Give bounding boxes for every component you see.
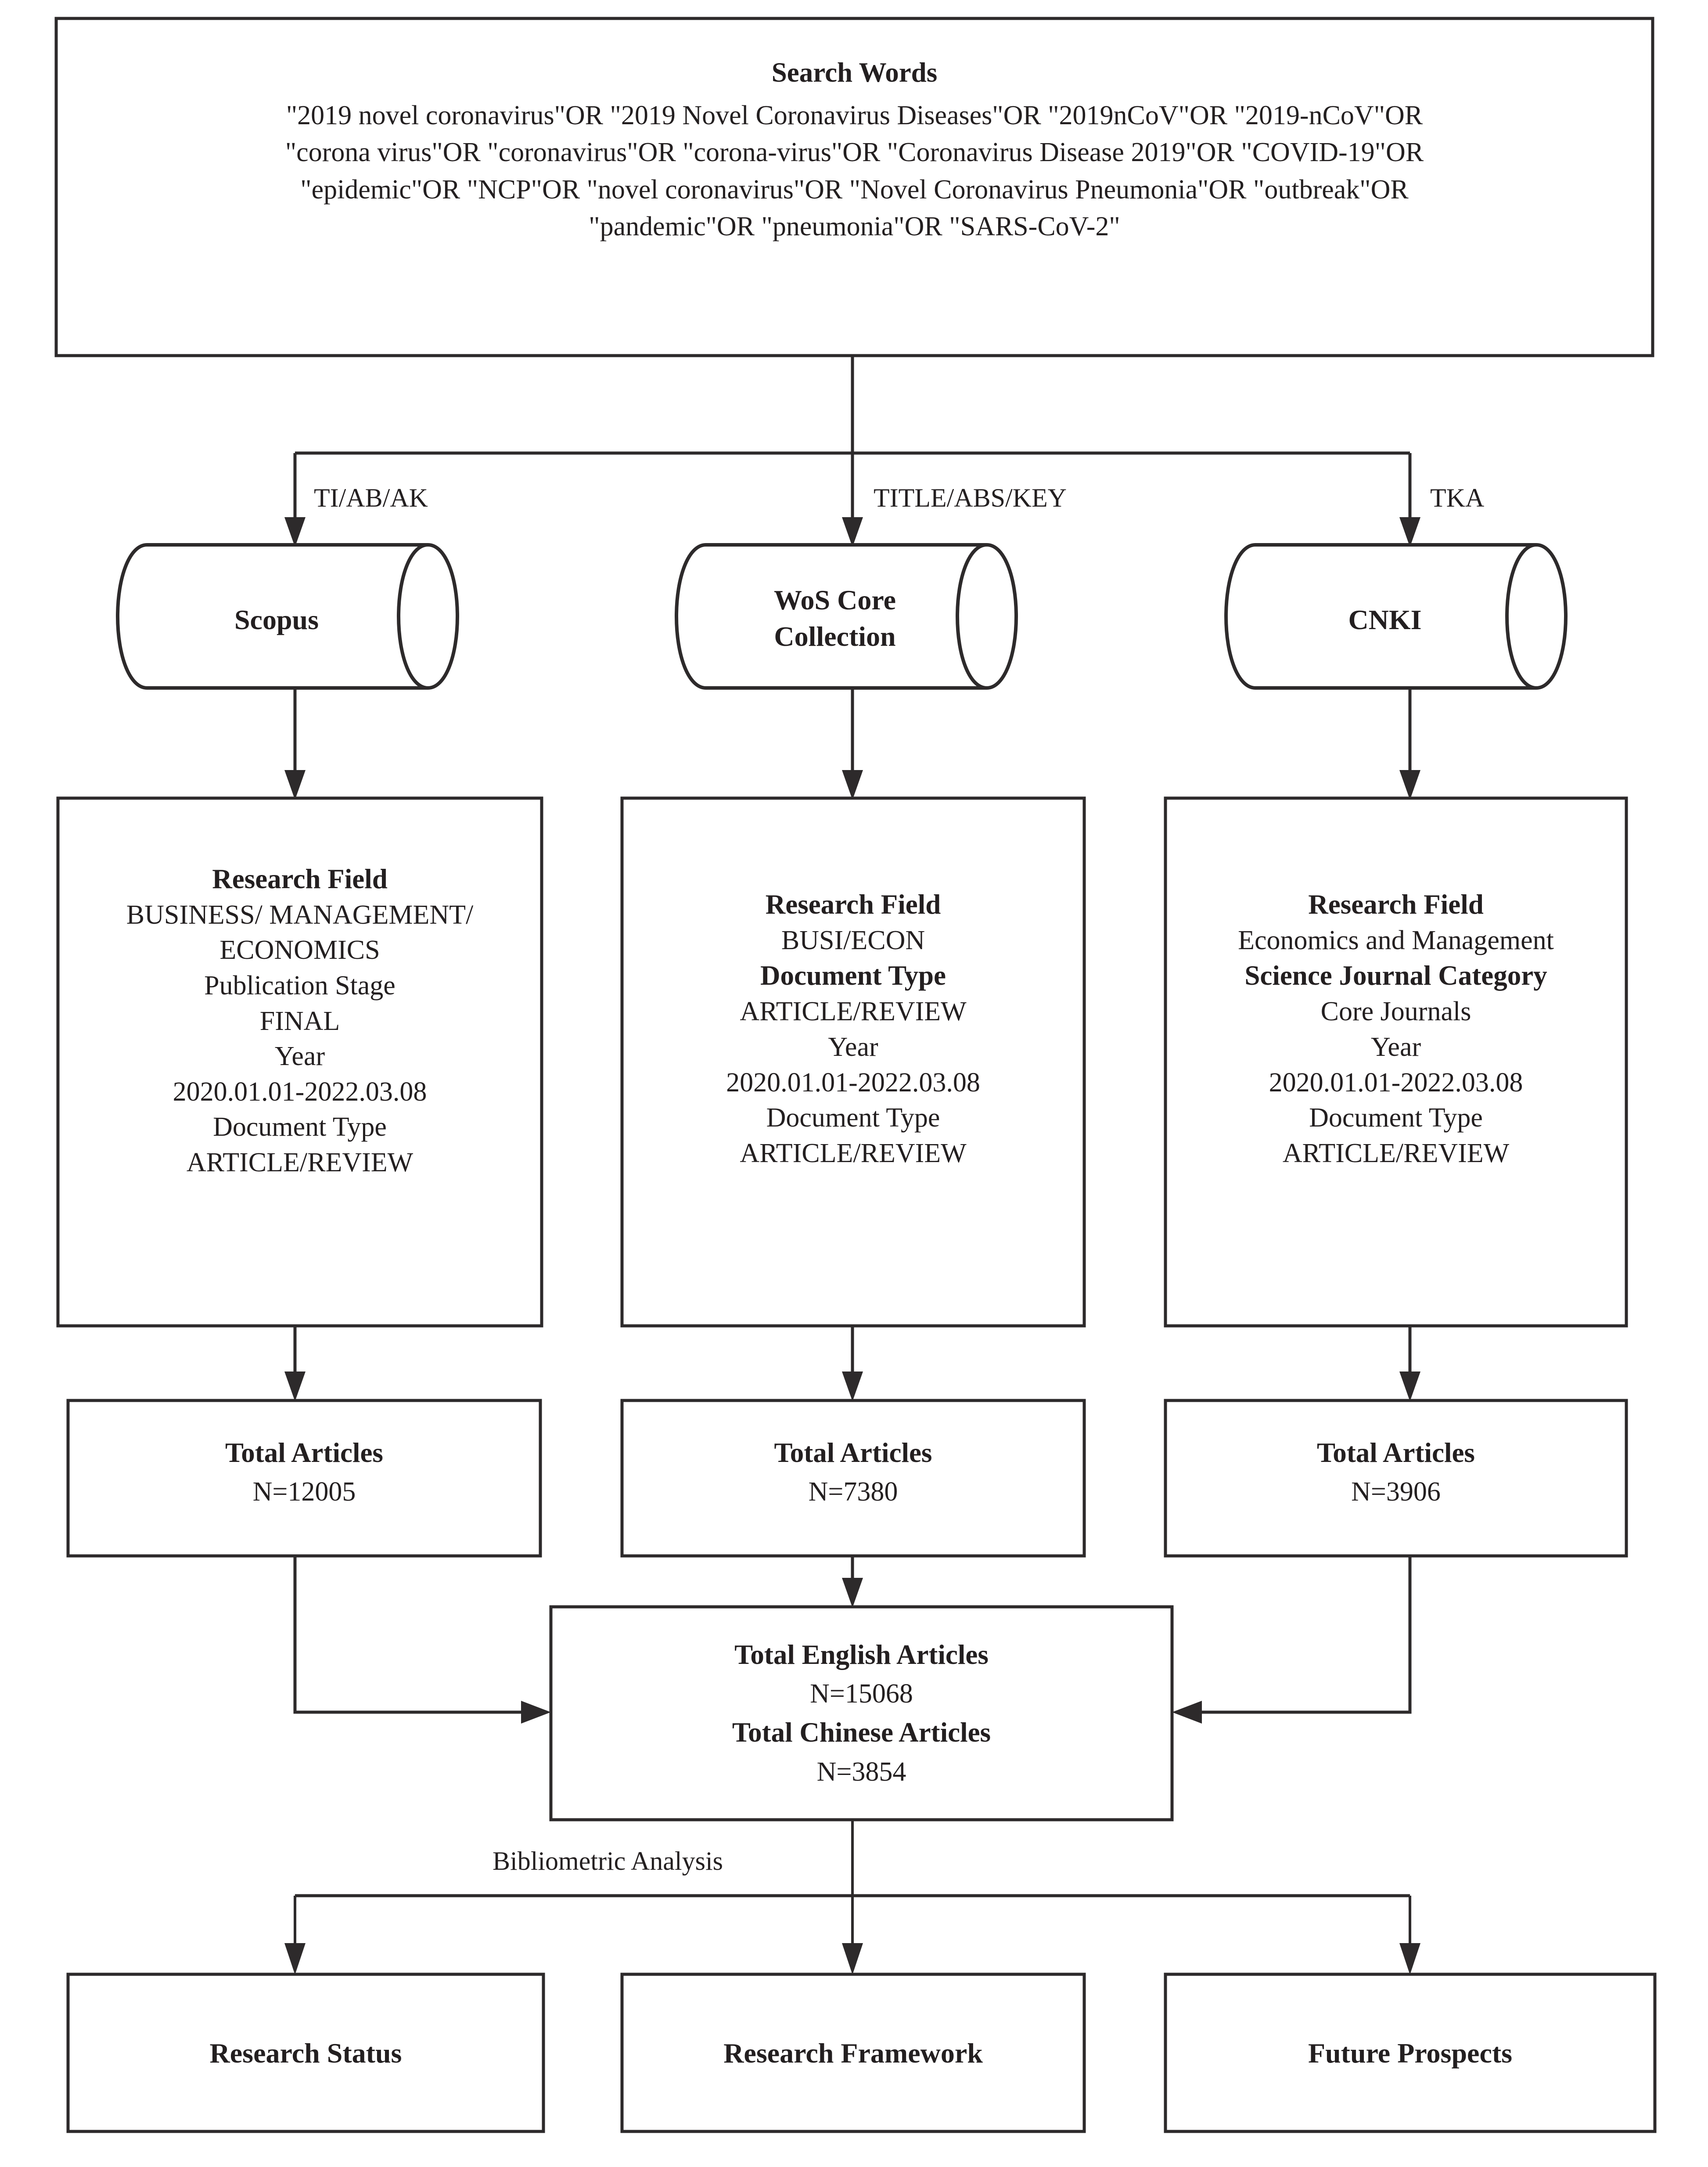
total-articles-text-scopus bbox=[68, 1433, 540, 1511]
database-label-wos-line-1: WoS Core bbox=[774, 584, 896, 616]
arrowhead-merge-left bbox=[521, 1701, 551, 1724]
database-label-cnki: CNKI bbox=[1348, 604, 1422, 635]
arrowhead-merge-right bbox=[1172, 1701, 1202, 1724]
criteria-scopus-row-1: BUSINESS/ MANAGEMENT/ bbox=[126, 900, 474, 930]
edge-label-bibliometric-analysis: Bibliometric Analysis bbox=[493, 1847, 723, 1875]
database-label-wos-line-2: Collection bbox=[774, 621, 896, 652]
criteria-text-wos bbox=[622, 887, 1084, 1171]
arrowhead-criteria-wos bbox=[842, 770, 863, 800]
criteria-scopus-row-4: FINAL bbox=[259, 1006, 340, 1036]
arrowhead-total-wos bbox=[842, 1371, 863, 1401]
outcome-label-future-prospects: Future Prospects bbox=[1308, 2037, 1513, 2069]
connector-total-scopus-to-merge bbox=[295, 1556, 523, 1712]
outcome-label-research-framework: Research Framework bbox=[723, 2037, 983, 2069]
criteria-scopus-row-2: ECONOMICS bbox=[219, 935, 380, 965]
arrowhead-research-framework bbox=[842, 1943, 863, 1975]
total-articles-value-cnki: N=3906 bbox=[1351, 1477, 1441, 1507]
criteria-wos-row-1: BUSI/ECON bbox=[781, 925, 925, 955]
search-words-content bbox=[56, 55, 1653, 245]
total-articles-text-wos bbox=[622, 1433, 1084, 1511]
arrowhead-wos bbox=[842, 517, 863, 547]
criteria-cnki-row-7: ARTICLE/REVIEW bbox=[1282, 1138, 1510, 1168]
arrowhead-future-prospects bbox=[1399, 1943, 1420, 1975]
criteria-cnki-row-3: Core Journals bbox=[1320, 997, 1471, 1027]
criteria-wos-row-7: ARTICLE/REVIEW bbox=[740, 1138, 967, 1168]
criteria-cnki-row-1: Economics and Management bbox=[1238, 925, 1554, 955]
criteria-wos-row-4: Year bbox=[828, 1032, 878, 1062]
edge-label-wos-field: TITLE/ABS/KEY bbox=[874, 483, 1067, 512]
merged-chinese-value: N=3854 bbox=[816, 1757, 906, 1787]
criteria-scopus-row-5: Year bbox=[274, 1041, 325, 1072]
criteria-wos-row-3: ARTICLE/REVIEW bbox=[740, 997, 967, 1027]
criteria-scopus-row-8: ARTICLE/REVIEW bbox=[186, 1148, 414, 1178]
arrowhead-criteria-scopus bbox=[284, 770, 306, 800]
total-articles-value-scopus: N=12005 bbox=[252, 1477, 356, 1507]
criteria-scopus-row-0: Research Field bbox=[212, 864, 388, 894]
database-label-wos bbox=[681, 582, 989, 655]
criteria-text-scopus bbox=[58, 861, 542, 1181]
criteria-wos-row-5: 2020.01.01-2022.03.08 bbox=[726, 1067, 980, 1098]
criteria-text-cnki bbox=[1152, 887, 1640, 1171]
edge-label-scopus-field: TI/AB/AK bbox=[314, 483, 428, 512]
search-words-line-1: "2019 novel coronavirus"OR "2019 Novel Coronavirus Diseases"OR "2019nCoV"OR "2019-nCoV"OR bbox=[286, 100, 1423, 130]
outcome-label-research-status: Research Status bbox=[209, 2037, 402, 2069]
criteria-scopus-row-3: Publication Stage bbox=[204, 971, 396, 1001]
merged-chinese-label: Total Chinese Articles bbox=[732, 1717, 991, 1748]
criteria-cnki-row-2: Science Journal Category bbox=[1244, 960, 1547, 991]
criteria-scopus-row-7: Document Type bbox=[213, 1112, 387, 1142]
search-words-line-4: "pandemic"OR "pneumonia"OR "SARS-CoV-2" bbox=[589, 211, 1120, 241]
arrowhead-criteria-cnki bbox=[1399, 770, 1420, 800]
merged-english-label: Total English Articles bbox=[734, 1639, 989, 1670]
total-articles-label-scopus: Total Articles bbox=[225, 1437, 383, 1468]
criteria-wos-row-6: Document Type bbox=[766, 1103, 940, 1133]
criteria-scopus-row-6: 2020.01.01-2022.03.08 bbox=[173, 1076, 427, 1107]
database-label-scopus: Scopus bbox=[234, 604, 319, 635]
criteria-cnki-row-5: 2020.01.01-2022.03.08 bbox=[1269, 1067, 1523, 1098]
total-articles-text-cnki bbox=[1165, 1433, 1626, 1511]
arrowhead-scopus bbox=[284, 517, 306, 547]
arrowhead-research-status bbox=[284, 1943, 306, 1975]
search-words-heading: Search Words bbox=[771, 57, 938, 88]
criteria-wos-row-2: Document Type bbox=[760, 960, 946, 991]
total-articles-label-cnki: Total Articles bbox=[1317, 1437, 1475, 1468]
arrowhead-merge-top bbox=[842, 1578, 863, 1608]
criteria-cnki-row-6: Document Type bbox=[1309, 1103, 1483, 1133]
criteria-cnki-row-4: Year bbox=[1370, 1032, 1421, 1062]
arrowhead-total-scopus bbox=[284, 1371, 306, 1401]
connector-total-cnki-to-merge bbox=[1200, 1556, 1410, 1712]
merged-english-value: N=15068 bbox=[810, 1679, 913, 1709]
arrowhead-cnki bbox=[1399, 517, 1420, 547]
search-words-line-3: "epidemic"OR "NCP"OR "novel coronavirus"OR "Novel Coronavirus Pneumonia"OR "outbreak"OR bbox=[300, 174, 1409, 205]
criteria-cnki-row-0: Research Field bbox=[1308, 889, 1484, 920]
total-articles-value-wos: N=7380 bbox=[808, 1477, 898, 1507]
arrowhead-total-cnki bbox=[1399, 1371, 1420, 1401]
edge-label-cnki-field: TKA bbox=[1430, 483, 1485, 512]
total-articles-label-wos: Total Articles bbox=[774, 1437, 932, 1468]
criteria-wos-row-0: Research Field bbox=[765, 889, 941, 920]
merged-totals-text bbox=[551, 1635, 1172, 1791]
search-words-line-2: "corona virus"OR "coronavirus"OR "corona-virus"OR "Coronavirus Disease 2019"OR "COVID-19"OR bbox=[285, 137, 1424, 168]
